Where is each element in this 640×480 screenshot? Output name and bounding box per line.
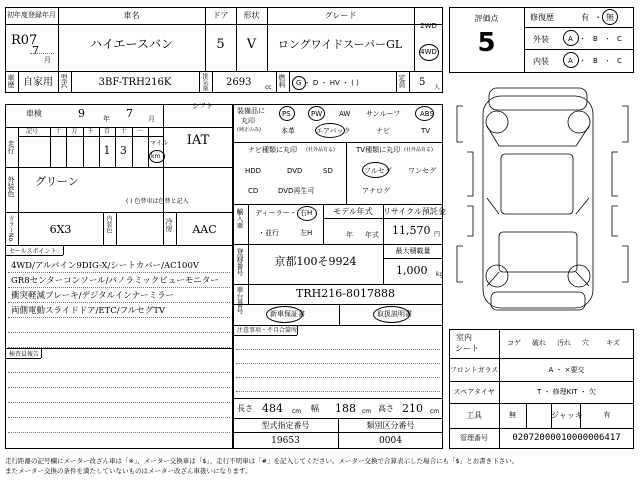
col-line [526,403,527,428]
repair-label: 修復歴 [530,13,554,22]
row-line [5,212,233,213]
navi-sub: (社外品有る) [306,147,335,153]
navi-label: ナビ種類に丸印 [248,146,297,154]
navi-item: HDD [245,167,262,175]
row-line [5,348,233,349]
score-label: 評価点 [474,14,499,23]
score-value: 5 [477,28,496,58]
mile-label: マイル [150,140,168,147]
height-label: 高さ [378,404,394,413]
registration-value: 京都100そ9924 [274,255,357,268]
jack-value: 有 [603,411,611,419]
row-line [449,358,634,359]
inspector-rule [8,417,230,418]
col-line [409,71,410,93]
notes-line [5,358,41,359]
pw-circle [308,106,325,121]
notes-rule [236,377,440,378]
width-label: 幅 [311,404,319,413]
equipment-item: サンルーフ [366,110,401,118]
row-line [524,27,634,28]
row-line [449,381,634,382]
code-label: 記号 [26,128,39,135]
exterior-grade: B [593,35,598,43]
grade-value: ロングワイドスーパーGL [277,38,403,51]
jack-label: ジャッキ [551,411,583,420]
digit-header: 一 [136,128,143,135]
chassis-value: TRH216-8017888 [296,287,395,300]
row-line [233,325,443,326]
interior-seat-label-1: 室内 [456,333,472,342]
equipment-item: PS [282,110,291,118]
model-value: 3BF-TRH216K [98,77,172,88]
interior-grade: C [617,57,622,65]
class-number-value: 0004 [379,436,402,446]
row-line [5,167,233,168]
row-line [233,432,443,433]
row-line [233,304,443,305]
inspection-label: 車検 [26,109,42,118]
row-line [383,258,443,259]
exterior-label: 外装色 [7,176,15,197]
exterior-grade: A [568,35,573,43]
equipment-item: エアバック [316,127,351,135]
inspection-month: 7 [126,107,133,120]
inspector-rule [8,402,230,403]
inspector-rule [8,372,230,373]
row-line [18,136,163,137]
equipment-item: ナビ [376,127,390,135]
color-no-value: 6X3 [49,223,72,236]
windshield-value: A ・ ×要交 [548,366,585,374]
exterior-grade-label: 外装 [533,35,549,44]
length-value: 484 [262,402,283,415]
abs-circle [415,106,434,121]
management-value: 02072000010000006417 [512,433,621,443]
ac-value-text: AAC [192,223,217,236]
reg-month-unit: 月 [44,56,51,64]
row-line [323,218,443,219]
col-line [276,71,277,93]
car-name-label: 車名 [123,11,140,20]
fuel-label: 燃料 [278,74,286,88]
registration-label: 登録番号 [236,248,244,276]
height-value: 210 [402,402,423,415]
equipment-item: ABS [420,110,434,118]
equipment-item: AW [339,110,351,118]
digit-header: 万 [71,128,78,135]
exterior-grade-sep: ・ [604,35,611,43]
height-unit: cm [430,408,440,415]
tv-item: フルセグ [364,167,392,175]
row-line [233,284,443,285]
km-label: km [151,153,161,160]
inspection-year: 9 [78,107,85,120]
seat-item: コゲ [507,339,521,347]
mileage-label: 走行 [7,140,15,154]
tv-sub: (社外品有る) [404,147,433,153]
inspection-month-unit: 月 [148,115,155,123]
car-damage-diagram [451,86,634,320]
ac-label: 冷房 [165,218,173,232]
capacity-value: 5 [419,77,426,88]
fullseg-circle [362,162,389,178]
equipment-label-3: (純正のみ) [237,127,261,133]
sales-rule [8,272,230,273]
reg-year-value: R07 [11,33,38,48]
col-line [414,7,415,71]
col-line [199,71,200,93]
col-line [396,71,397,93]
drive-2wd: 2WD [420,22,437,30]
col-line [212,71,213,93]
tools-value: 無 [509,411,516,419]
sales-point-line: 衝突軽減ブレーキ/デジタルインナーミラー [11,291,175,301]
repair-no: 無 [606,13,614,22]
grade-label: グレード [324,11,357,20]
sales-point-line: 4WD/アルパイン9DIG-X/シートカバー/AC100V [11,261,200,271]
import-label: 輸入車 [236,208,244,229]
manual: 取扱説明書 [377,310,412,318]
class-number-label: 類別区分番号 [366,421,415,430]
max-load-value: 1,000 [396,264,428,277]
shift-value: IAT [186,133,210,148]
interior-grade-sep: ・ [604,57,611,65]
col-line [18,167,19,212]
reg-month-value: 7 [32,44,39,57]
tv-item: アナログ [362,187,390,195]
equipment-label-2: 丸印 [241,117,255,125]
capacity-label: 定員 [398,74,406,88]
interior-color-label: 内装色 [105,215,112,233]
col-line [148,127,149,167]
model-label: 型式 [60,74,68,88]
digit-value: 3 [119,144,127,157]
repair-sep: ・ [594,13,602,22]
seat-item: 穴 [582,339,589,347]
ps-circle [279,106,295,121]
import-dealer: ディーラー・ [255,209,297,217]
digit-header: 十 [55,128,62,135]
shape-label: 形状 [243,11,260,20]
inspector-rule [8,387,230,388]
footer-line-1: 走行距離の記号欄にメーター改ざん車は「※」、メーター交換車は「$」、走行不明車は「#」を記入してください。メーター交換で合算表示した場合にも「$」とお書き下さい。 [5,457,519,465]
interior-seat-label-2: シート [455,344,479,353]
spare-tire-label: スペアタイヤ [453,388,495,396]
col-line [339,304,340,325]
displacement-label: 排気量 [201,73,208,91]
type-designation-value: 19653 [271,436,300,446]
recycle-unit: 円 [434,231,441,238]
cc-unit: cc [265,84,272,91]
import-parallel: ・並行 [258,229,279,237]
sales-line [5,255,63,256]
inspector-notes-label: 検査員報告 [9,351,40,358]
col-line [103,212,104,245]
length-label: 長さ [237,404,253,413]
usage-value: 自家用 [23,77,53,88]
recycle-label: リサイクル預託金 [383,207,446,216]
interior-grade: A [568,57,573,65]
digit-value: 1 [103,144,111,157]
row-line [233,204,443,205]
model-year-unit: 年 [346,231,353,239]
navi-item: SD [323,167,333,175]
sales-rule [8,302,230,303]
import-left: 左H [300,229,313,237]
drive-4wd: 4WD [420,48,437,56]
exterior-note: ( ) 色替車は色替と記入 [126,198,189,205]
col-line [58,71,59,93]
row-line [233,398,443,399]
sales-rule [8,332,230,333]
row-line [233,142,443,143]
fuel-options: G ・ D ・ HV ・ ( ) [296,79,359,87]
seat-item: 汚れ [557,339,571,347]
navi-item: CD [248,187,259,195]
notes-line [233,335,297,336]
exterior-color-value: グリーン [35,175,79,188]
import-right: 右H [300,209,313,217]
repair-yes: 有 [581,13,589,22]
col-line [289,71,290,93]
row-line [5,127,233,128]
digit-header: 十 [120,128,127,135]
row-line [233,244,443,245]
model-year-model: 年式 [365,231,379,239]
tools-label: 工具 [466,411,482,420]
exterior-grade: C [617,35,622,43]
col-line [116,212,117,245]
col-line [18,127,19,167]
spare-tire-value: T ・ 修理KIT ・ 欠 [536,388,597,396]
width-value: 188 [335,402,356,415]
max-load-label: 最大積載量 [395,247,431,255]
row-line [5,24,443,25]
seat-item: 破れ [532,339,546,347]
col-line [524,7,525,73]
sales-points-label: セールスポイント [9,248,57,255]
navi-item: DVD [287,167,303,175]
sales-point-line: GR8センターコンソール/パノラミックビューモニター [11,276,219,286]
equipment-item: PW [311,110,323,118]
length-unit: cm [292,408,302,415]
history-label: 車歴 [7,74,15,88]
notes-label: 注意事項・不具合箇所 [237,327,298,334]
doors-value: 5 [216,37,225,52]
kg-unit: kg [436,271,444,278]
inspection-year-unit: 年 [103,115,110,123]
digit-header: 千 [87,128,94,135]
chassis-label: 車台番号 [236,286,244,314]
notes-line [41,348,42,358]
col-line [163,212,164,245]
person-unit: 人 [434,84,441,91]
width-unit: cm [362,408,372,415]
type-designation-label: 型式指定番号 [261,421,310,430]
doors-label: ドア [212,11,229,20]
interior-grade-label: 内装 [533,57,549,66]
interior-grade: B [593,57,598,65]
footer-line-2: またメーター交換の条件を満たしていないものはメーター改ざん車扱いになります。 [5,467,252,475]
shape-value: V [246,37,257,52]
notes-rule [236,391,440,392]
sales-rule [8,317,230,318]
notes-rule [236,349,440,350]
row-line [449,428,634,429]
sales-line [63,245,64,255]
car-name-value: ハイエースバン [90,37,173,51]
windshield-label: フロントガラス [449,366,499,374]
equipment-item: 本革 [281,127,295,135]
shift-label: シフト [192,102,213,110]
sales-rule [8,287,230,288]
row-line [5,245,233,246]
equipment-label-1: 装備品に [237,107,265,115]
recycle-value: 11,570 [392,224,431,237]
airbag-circle [315,123,345,138]
notes-rule [236,363,440,364]
navi-item: DVD再生可 [278,187,315,195]
exterior-grade-sep: ・ [579,35,586,43]
inspector-rule [8,432,230,433]
displacement-value: 2693 [226,77,252,88]
reg-year-label: 初年度登録年月 [7,11,56,19]
digit-header: 百 [104,128,111,135]
seat-item: キズ [606,339,620,347]
model-year-label: モデル年式 [333,207,373,216]
col-line [346,142,347,204]
col-line [248,204,249,244]
sales-point-line: 両側電動スライドドア/ETC/フルセグTV [11,306,166,316]
equipment-item: TV [421,127,431,135]
notes-line [297,325,298,335]
tv-item: ワンセグ [408,167,436,175]
management-label: 管理番号 [460,434,488,442]
interior-grade-sep: ・ [579,57,586,65]
tv-label: TV種類に丸印 [356,146,401,154]
row-line [449,403,634,404]
new-car-guarantee: 新車保証書 [270,310,305,318]
row-line [524,49,634,50]
color-no-label: カラーNo. [7,215,14,243]
